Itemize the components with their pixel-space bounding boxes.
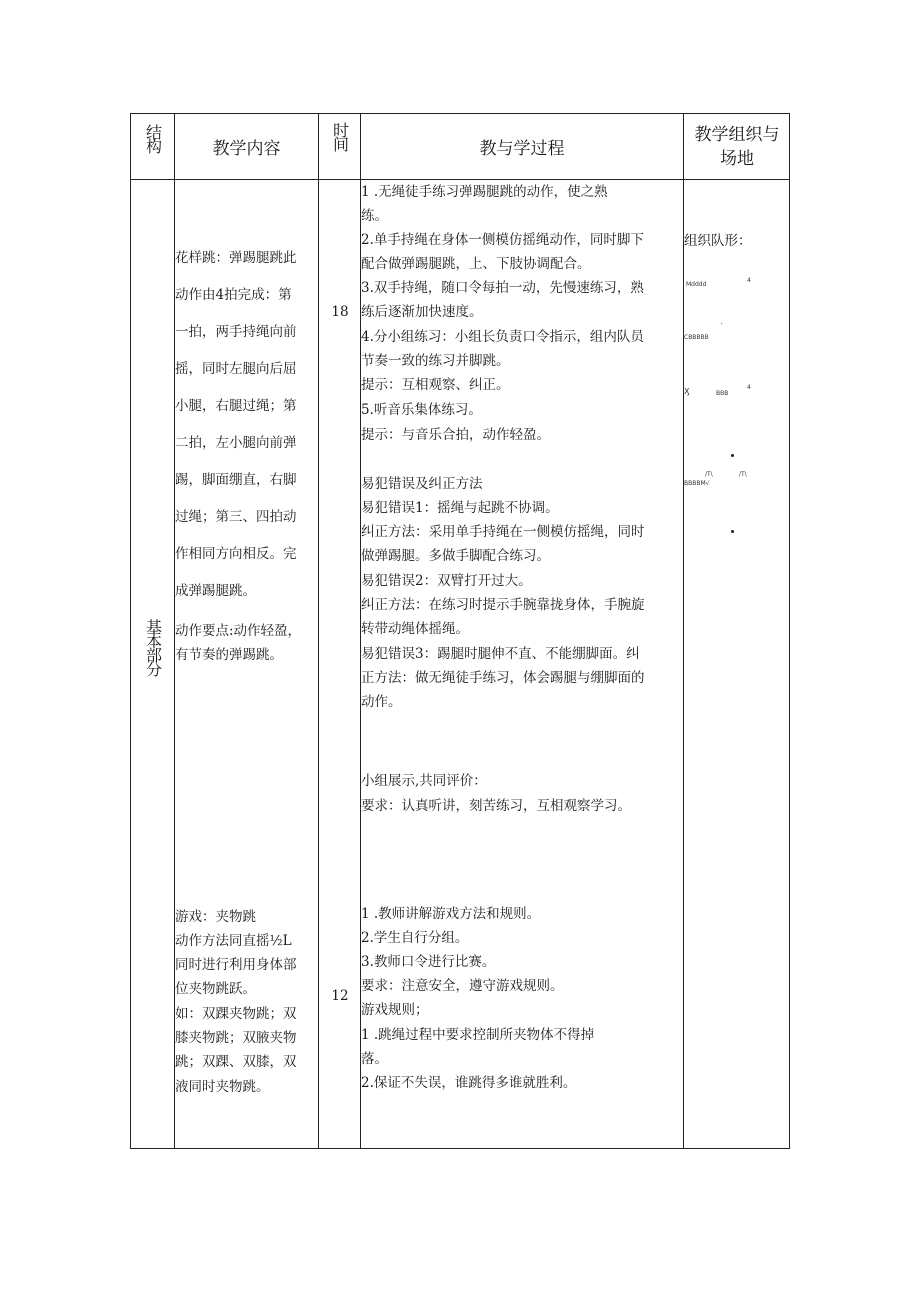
formation-mark: ' [721, 322, 723, 329]
formation-mark: BBBBM√ [684, 480, 710, 487]
header-time: 时间 [330, 122, 350, 150]
formation-dot [731, 454, 734, 457]
formation-mark: BBB [716, 390, 729, 397]
block1-time: 18 [331, 304, 349, 320]
section-label: 基本部分 [143, 619, 163, 675]
header-content: 教学内容 [212, 139, 281, 159]
formation-mark: 4 [747, 384, 751, 391]
formation-mark: /T\ [739, 471, 747, 478]
header-process: 教与学过程 [479, 139, 565, 159]
formation-mark: Mdddd [686, 281, 707, 288]
formation-mark: 4 [747, 277, 751, 284]
block2-time: 12 [331, 988, 349, 1004]
formation-mark: CBBBBB [684, 334, 709, 341]
column-divider [683, 114, 684, 1148]
lesson-table: 结构 教学内容 时间 教与学过程 教学组织与场地 基本部分 花样跳：弹踢腿跳此 动作由4拍完成：第 一拍，两手持绳向前 摇，同时左腿向后屈 小腿，右腿过绳；第 二拍，左小腿向前弹 踢，脚面绷直，右脚 过绳；第三、四拍动 作相同方向相反。完 成弹踢腿跳。 动作要点:动作轻盈， 有节奏的弹踢跳。 18 1 .无绳徒手练习弹踢腿跳的动作，使之熟 练。 2.单手持绳在身体一侧模仿摇绳动作，同时脚下 配合做弹踢腿跳，上、下肢协调配合。 3.双手持绳，随口令每拍一动，先慢速练习，熟 练后逐渐加快速度。 4.分小组练习：小组长负责口令指示，组内队员 节奏一致的练习并脚跳。 提示：互相观察、纠正。 5.听音乐集体练习。 提示：与音乐合拍，动作轻盈。 易犯错误及纠正方法 易犯错误1：摇绳与起跳不协调。 纠正方法：采用单手持绳在一侧模仿摇绳，同时 做弹踢腿。多做手脚配合练习。 易犯错误2：双臂打开过大。 纠正方法：在练习时提示手腕靠拢身体，手腕旋 转带动绳体摇绳。 易犯错误3：踢腿时腿伸不直、不能绷脚面。纠 正方法：做无绳徒手练习，体会踢腿与绷脚面的 动作。 小组展示,共同评价： 要求：认真听讲，刻苦练习，互相观察学习。 组织队形： Mdddd 4 ' CBBBBB Ӽ BBB 4 BBBBM√ /T\ /T\ 游戏：夹物跳 动作方法同直摇½L 同时进行利用身体部 位夹物跳跃。 如：双踝夹物跳；双 膝夹物跳；双腋夹物 跳；双踝、双膝，双 液同时夹物跳。 12 1 .教师讲解游戏方法和规则。 2.学生自行分组。 3.教师口令进行比赛。 要求：注意安全，遵守游戏规则。 游戏规则； 1 .跳绳过程中要求控制所夹物体不得掉 落。 2.保证不失误，谁跳得多谁就胜利。 [130, 113, 790, 1149]
formation-mark: Ӽ [684, 387, 690, 396]
formation-mark: /T\ [705, 471, 713, 478]
formation-dot [731, 530, 734, 533]
header-organization: 教学组织与场地 [694, 124, 780, 169]
header-structure: 结构 [143, 124, 163, 152]
